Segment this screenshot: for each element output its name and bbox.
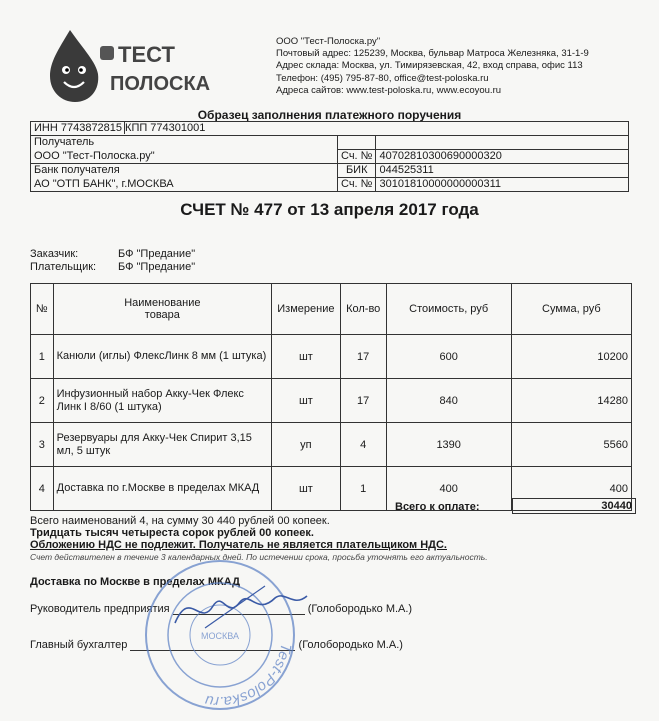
total-label: Всего к оплате: — [395, 501, 480, 513]
row-qty: 1 — [340, 467, 386, 511]
svg-text:Test-Poloska.ru — [203, 642, 294, 710]
items-table — [30, 283, 632, 511]
kpp: КПП 774301001 — [125, 122, 206, 134]
company-name: ООО "Тест-Полоска.ру" — [276, 36, 381, 47]
row-sum: 400 — [511, 467, 631, 511]
row-price: 1390 — [386, 423, 511, 467]
form-title: Образец заполнения платежного поручения — [197, 108, 462, 122]
row-name: Инфузионный набор Акку-Чек Флекс Линк I 8/60 (1 штука) — [53, 379, 271, 423]
summary-note: Счет действителен в течение 3 календарных дней. По истечении срока, просьба уточнять его актуальность. — [30, 552, 488, 562]
bank-label: Банк получателя — [31, 164, 338, 178]
row-name: Канюли (иглы) ФлексЛинк 8 мм (1 штука) — [53, 335, 271, 379]
bank-details-table — [30, 121, 629, 192]
header-sum: Сумма, руб — [511, 284, 631, 335]
row-name: Доставка по г.Москве в пределах МКАД — [53, 467, 271, 511]
drop-icon — [50, 30, 98, 102]
header-price: Стоимость, руб — [386, 284, 511, 335]
table-row — [31, 379, 632, 423]
total-value: 30440 — [512, 498, 636, 514]
items-header-row — [31, 284, 632, 335]
payer-label: Плательщик: — [30, 261, 97, 273]
row-qty: 17 — [340, 335, 386, 379]
header-name-line2: товара — [144, 309, 180, 321]
logo-line1: ТЕСТ — [118, 42, 175, 67]
row-num: 2 — [31, 379, 54, 423]
summary-vat: Обложению НДС не подлежит. Получатель не является плательщиком НДС. — [30, 539, 447, 551]
corr-label: Сч. № — [338, 178, 376, 192]
row-unit: шт — [272, 379, 341, 423]
header-qty: Кол-во — [340, 284, 386, 335]
accountant-name: (Голобородько М.А.) — [298, 639, 403, 651]
recipient-value: ООО "Тест-Полоска.ру" — [31, 150, 338, 164]
payer-value: БФ "Предание" — [118, 261, 196, 273]
head-name: (Голобородько М.А.) — [307, 603, 413, 615]
bik-value: 044525311 — [376, 164, 629, 178]
row-num: 3 — [31, 423, 54, 467]
row-unit: уп — [272, 423, 341, 467]
stamp-text: Test-Poloska.ru — [203, 642, 295, 711]
row-price: 600 — [386, 335, 511, 379]
recipient-label: Получатель — [31, 136, 338, 150]
row-name: Резервуары для Акку-Чек Спирит 3,15 мл, 5 штук — [53, 423, 271, 467]
row-price: 840 — [386, 379, 511, 423]
bik-label: БИК — [338, 164, 376, 178]
table-row — [31, 423, 632, 467]
parties — [30, 248, 195, 274]
row-qty: 4 — [340, 423, 386, 467]
company-sites: Адреса сайтов: www.test-poloska.ru, www.ecoyou.ru — [276, 84, 502, 96]
invoice-title: СЧЕТ № 477 от 13 апреля 2017 года — [180, 200, 479, 219]
company-logo — [40, 22, 220, 108]
delivery-note: Доставка по Москве в пределах МКАД — [30, 576, 240, 588]
row-unit: шт — [272, 335, 341, 379]
corr-value: 30101810000000000311 — [376, 178, 629, 192]
account-value: 40702810300690000320 — [376, 150, 629, 164]
summary-amount-words: Тридцать тысяч четыреста сорок рублей 00 копеек. — [30, 527, 314, 539]
inn-kpp-cell — [31, 122, 629, 136]
logo-line2: ПОЛОСКА — [110, 73, 211, 95]
row-num: 4 — [31, 467, 54, 511]
company-postal: Почтовый адрес: 125239, Москва, бульвар Матроса Железняка, 31-1-9 — [276, 48, 589, 60]
header-name-line1: Наименование — [124, 297, 201, 309]
account-label: Сч. № — [338, 150, 376, 164]
stamp-city: МОСКВА — [201, 631, 239, 641]
header-num: № — [31, 284, 54, 335]
row-sum: 5560 — [511, 423, 631, 467]
accountant-label: Главный бухгалтер — [30, 639, 128, 651]
header-name — [53, 284, 271, 335]
table-row — [31, 335, 632, 379]
thumbs-up-icon — [100, 46, 114, 60]
customer-value: БФ "Предание" — [118, 248, 196, 260]
row-sum: 14280 — [511, 379, 631, 423]
bank-name: АО "ОТП БАНК", г.МОСКВА — [31, 178, 338, 192]
company-info — [276, 36, 589, 97]
company-phone: Телефон: (495) 795-87-80, office@test-poloska.ru — [276, 72, 489, 84]
customer-label: Заказчик: — [30, 248, 79, 260]
row-sum: 10200 — [511, 335, 631, 379]
head-label: Руководитель предприятия — [30, 603, 170, 615]
company-warehouse: Адрес склада: Москва, ул. Тимирязевская, 42, вход справа, офис 113 — [276, 60, 583, 72]
row-unit: шт — [272, 467, 341, 511]
summary-line1: Всего наименований 4, на сумму 30 440 рублей 00 копеек. — [30, 515, 330, 527]
row-qty: 17 — [340, 379, 386, 423]
handwritten-signature — [165, 578, 315, 638]
row-num: 1 — [31, 335, 54, 379]
row-price: 400 — [386, 467, 511, 511]
inn: ИНН 7743872815 — [34, 122, 125, 134]
header-unit: Измерение — [272, 284, 341, 335]
